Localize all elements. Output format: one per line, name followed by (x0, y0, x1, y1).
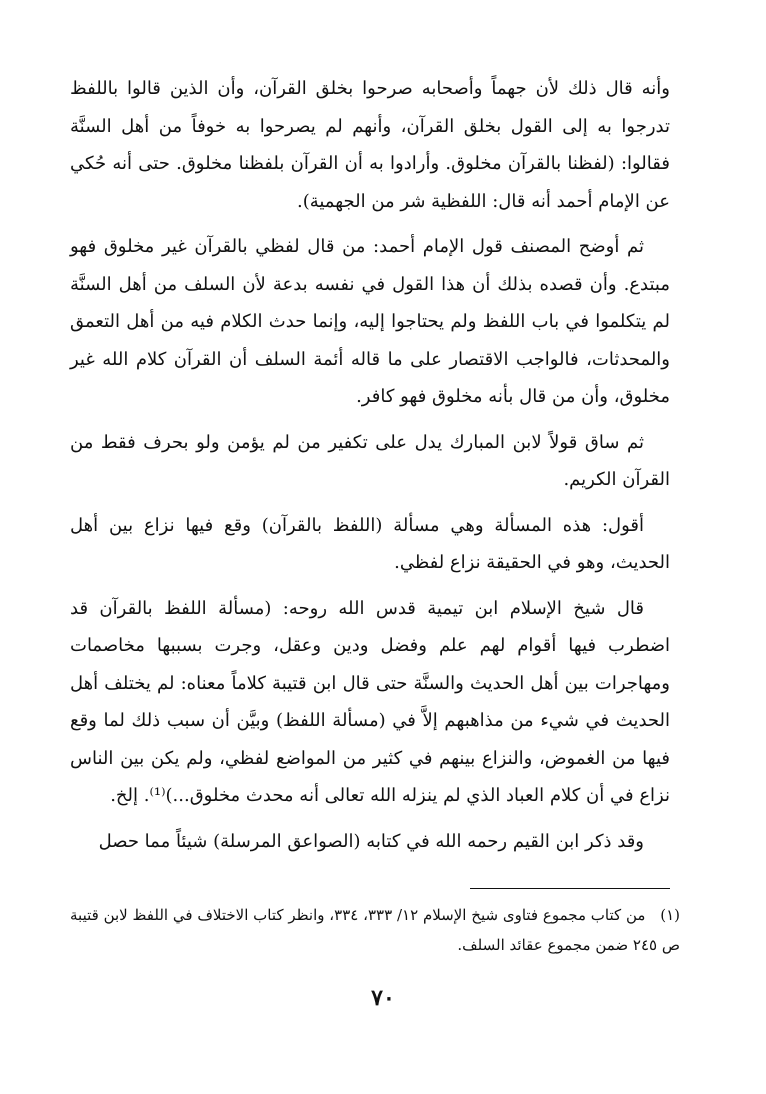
main-text (70, 70, 670, 868)
paragraph-3: ثم ساق قولاً لابن المبارك يدل على تكفير من لم يؤمن ولو بحرف فقط من القرآن الكريم. (70, 431, 670, 490)
footnote (70, 900, 680, 960)
paragraph-2: ثم أوضح المصنف قول الإمام أحمد: من قال لفظي بالقرآن غير مخلوق فهو مبتدع. وأن قصده بذلك أن هذا القول في نفسه بدعة لأن السلف من أهل السنَّة لم يتكلموا في باب اللفظ ولم يحتاجوا إليه، وإنما حدث الكلام فيه من أهل التعمق والمحدثات، فالواجب الاقتصار على ما قاله أئمة السلف أن القرآن كلام الله غير مخلوق، وأن من قال بأنه مخلوق فهو كافر. (70, 236, 670, 407)
footnote-number: (١) (660, 906, 681, 924)
page-number: ٧٠ (371, 985, 395, 1011)
paragraph-4: أقول: هذه المسألة وهي مسألة (اللفظ بالقرآن) وقع فيها نزاع بين أهل الحديث، وهو في الحقيقة نزاع لفظي. (70, 514, 670, 573)
paragraph-5: قال شيخ الإسلام ابن تيمية قدس الله روحه: (مسألة اللفظ بالقرآن قد اضطرب فيها أقوام لهم علم وفضل ودين وعقل، وجرت بسببها مخاصمات ومهاجرات بين أهل الحديث والسنَّة حتى قال ابن قتيبة كلاماً معناه: لم يختلف أهل الحديث في شيء من مذاهبهم إلاَّ في (مسألة اللفظ) وبيَّن أن سبب ذلك لما وقع فيها من الغموض، والنزاع بينهم في كثير من المواضع لفظي، ولم يكن بين الناس نزاع في أن كلام العباد الذي لم ينزله الله تعالى أنه محدث مخلوق...)⁽¹⁾. إلخ. (70, 597, 670, 806)
paragraph-6: وقد ذكر ابن القيم رحمه الله في كتابه (الصواعق المرسلة) شيئاً مما حصل (98, 830, 644, 852)
footnote-text: من كتاب مجموع فتاوى شيخ الإسلام ١٢/ ٣٣٣، ٣٣٤، وانظر كتاب الاختلاف في اللفظ لابن قتيبة ص ٢٤٥ ضمن مجموع عقائد السلف. (70, 906, 680, 954)
footnote-divider (470, 888, 670, 889)
paragraph-1: وأنه قال ذلك لأن جهماً وأصحابه صرحوا بخلق القرآن، وأن الذين قالوا باللفظ تدرجوا به إلى القول بخلق القرآن، وأنهم لم يصرحوا به خوفاً من أهل السنَّة فقالوا: (لفظنا بالقرآن مخلوق. وأرادوا به أن القرآن بلفظنا مخلوق. حتى أنه حُكي عن الإمام أحمد أنه قال: اللفظية شر من الجهمية). (70, 78, 670, 212)
